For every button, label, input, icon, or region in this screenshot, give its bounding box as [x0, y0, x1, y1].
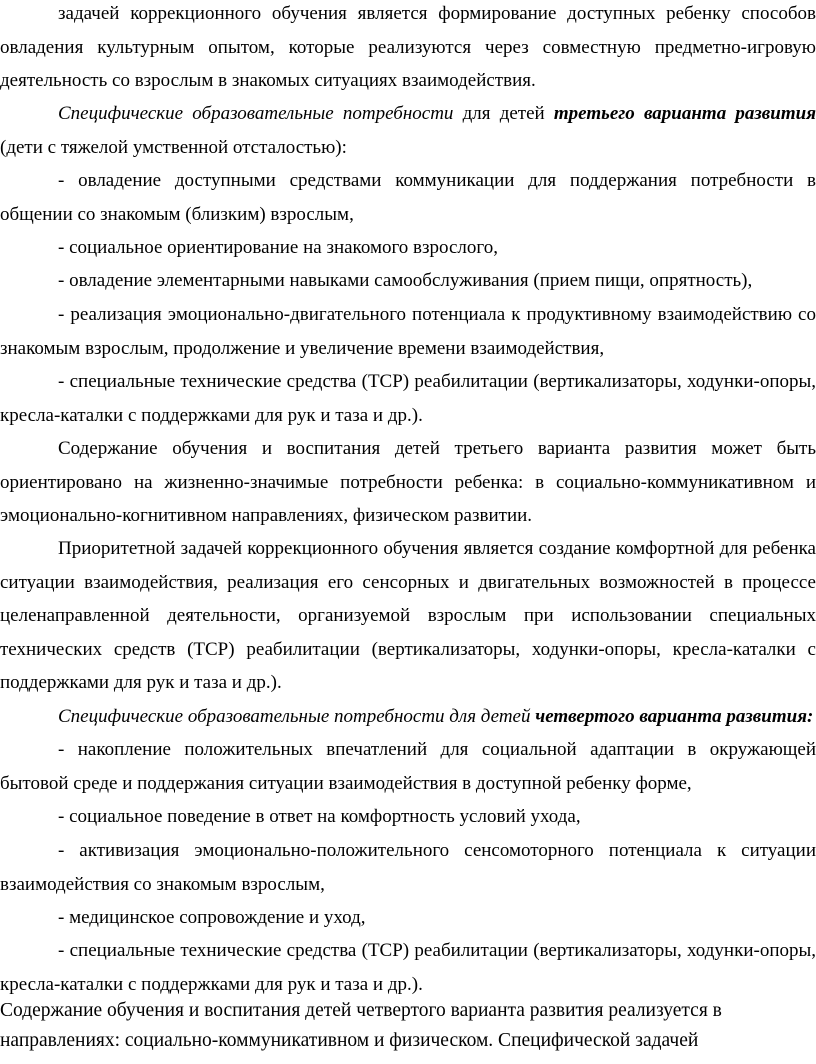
paragraph-priority-task: Приоритетной задачей коррекционного обучения является создание комфортной для ребенка ситуации взаимодействия, реализация его сенсорных и двигательных возможностей в процессе целенаправленной деятельности, организуемой взрослым при использовании специальных технических средств (ТСР) реабилитации (вертикализаторы, ходунки-опоры, кресла-каталки с поддержками для рук и таза и др.). [0, 538, 816, 693]
list-item: - активизация эмоционально-положительного сенсомоторного потенциала к ситуации взаимодействия со знакомым взрослым, [0, 840, 816, 895]
paragraph-intro: задачей коррекционного обучения является формирование доступных ребенку способов овладения культурным опытом, которые реализуются через совместную предметно-игровую деятельность со взрослым в знакомых ситуациях взаимодействия. [0, 3, 816, 91]
italic-phrase: Специфические образовательные потребности [58, 103, 454, 124]
list-item: - социальное поведение в ответ на комфортность условий ухода, [58, 806, 581, 827]
list-item: - специальные технические средства (ТСР) реабилитации (вертикализаторы, ходунки-опоры, кресла-каталки с поддержками для рук и таза и др.). [0, 371, 816, 426]
paragraph-third-variant-content: Содержание обучения и воспитания детей третьего варианта развития может быть ориентировано на жизненно-значимые потребности ребенка: в социально-коммуникативном и эмоционально-когнитивном направлениях, физическом развитии. [0, 438, 816, 526]
bold-italic-phrase: четвертого варианта развития: [535, 706, 814, 727]
list-item: - овладение элементарными навыками самообслуживания (прием пищи, опрятность), [58, 270, 753, 291]
plain-text: (дети с тяжелой умственной отсталостью): [0, 136, 347, 158]
bold-italic-phrase: третьего варианта развития [553, 103, 816, 124]
list-item: - специальные технические средства (ТСР) реабилитации (вертикализаторы, ходунки-опоры, кресла-каталки с поддержками для рук и таза и др.). [0, 940, 816, 995]
paragraph-fourth-variant-content: Содержание обучения и воспитания детей четвертого варианта развития реализуется в направлениях: социально-коммуникативном и физическом. Специфической задачей [0, 1000, 722, 1051]
list-item: - медицинское сопровождение и уход, [58, 907, 366, 928]
italic-phrase: Специфические образовательные потребности для детей [58, 706, 536, 727]
paragraph-third-variant-needs [0, 97, 816, 164]
list-item: - социальное ориентирование на знакомого взрослого, [58, 237, 498, 258]
list-item: - накопление положительных впечатлений для социальной адаптации в окружающей бытовой среде и поддержания ситуации взаимодействия в доступной ребенку форме, [0, 739, 816, 794]
list-item: - реализация эмоционально-двигательного потенциала к продуктивному взаимодействию со знакомым взрослым, продолжение и увеличение времени взаимодействия, [0, 304, 816, 359]
list-item: - овладение доступными средствами коммуникации для поддержания потребности в общении со знакомым (близким) взрослым, [0, 170, 816, 225]
plain-text: для детей [453, 103, 554, 124]
paragraph-fourth-variant-needs [0, 700, 816, 734]
